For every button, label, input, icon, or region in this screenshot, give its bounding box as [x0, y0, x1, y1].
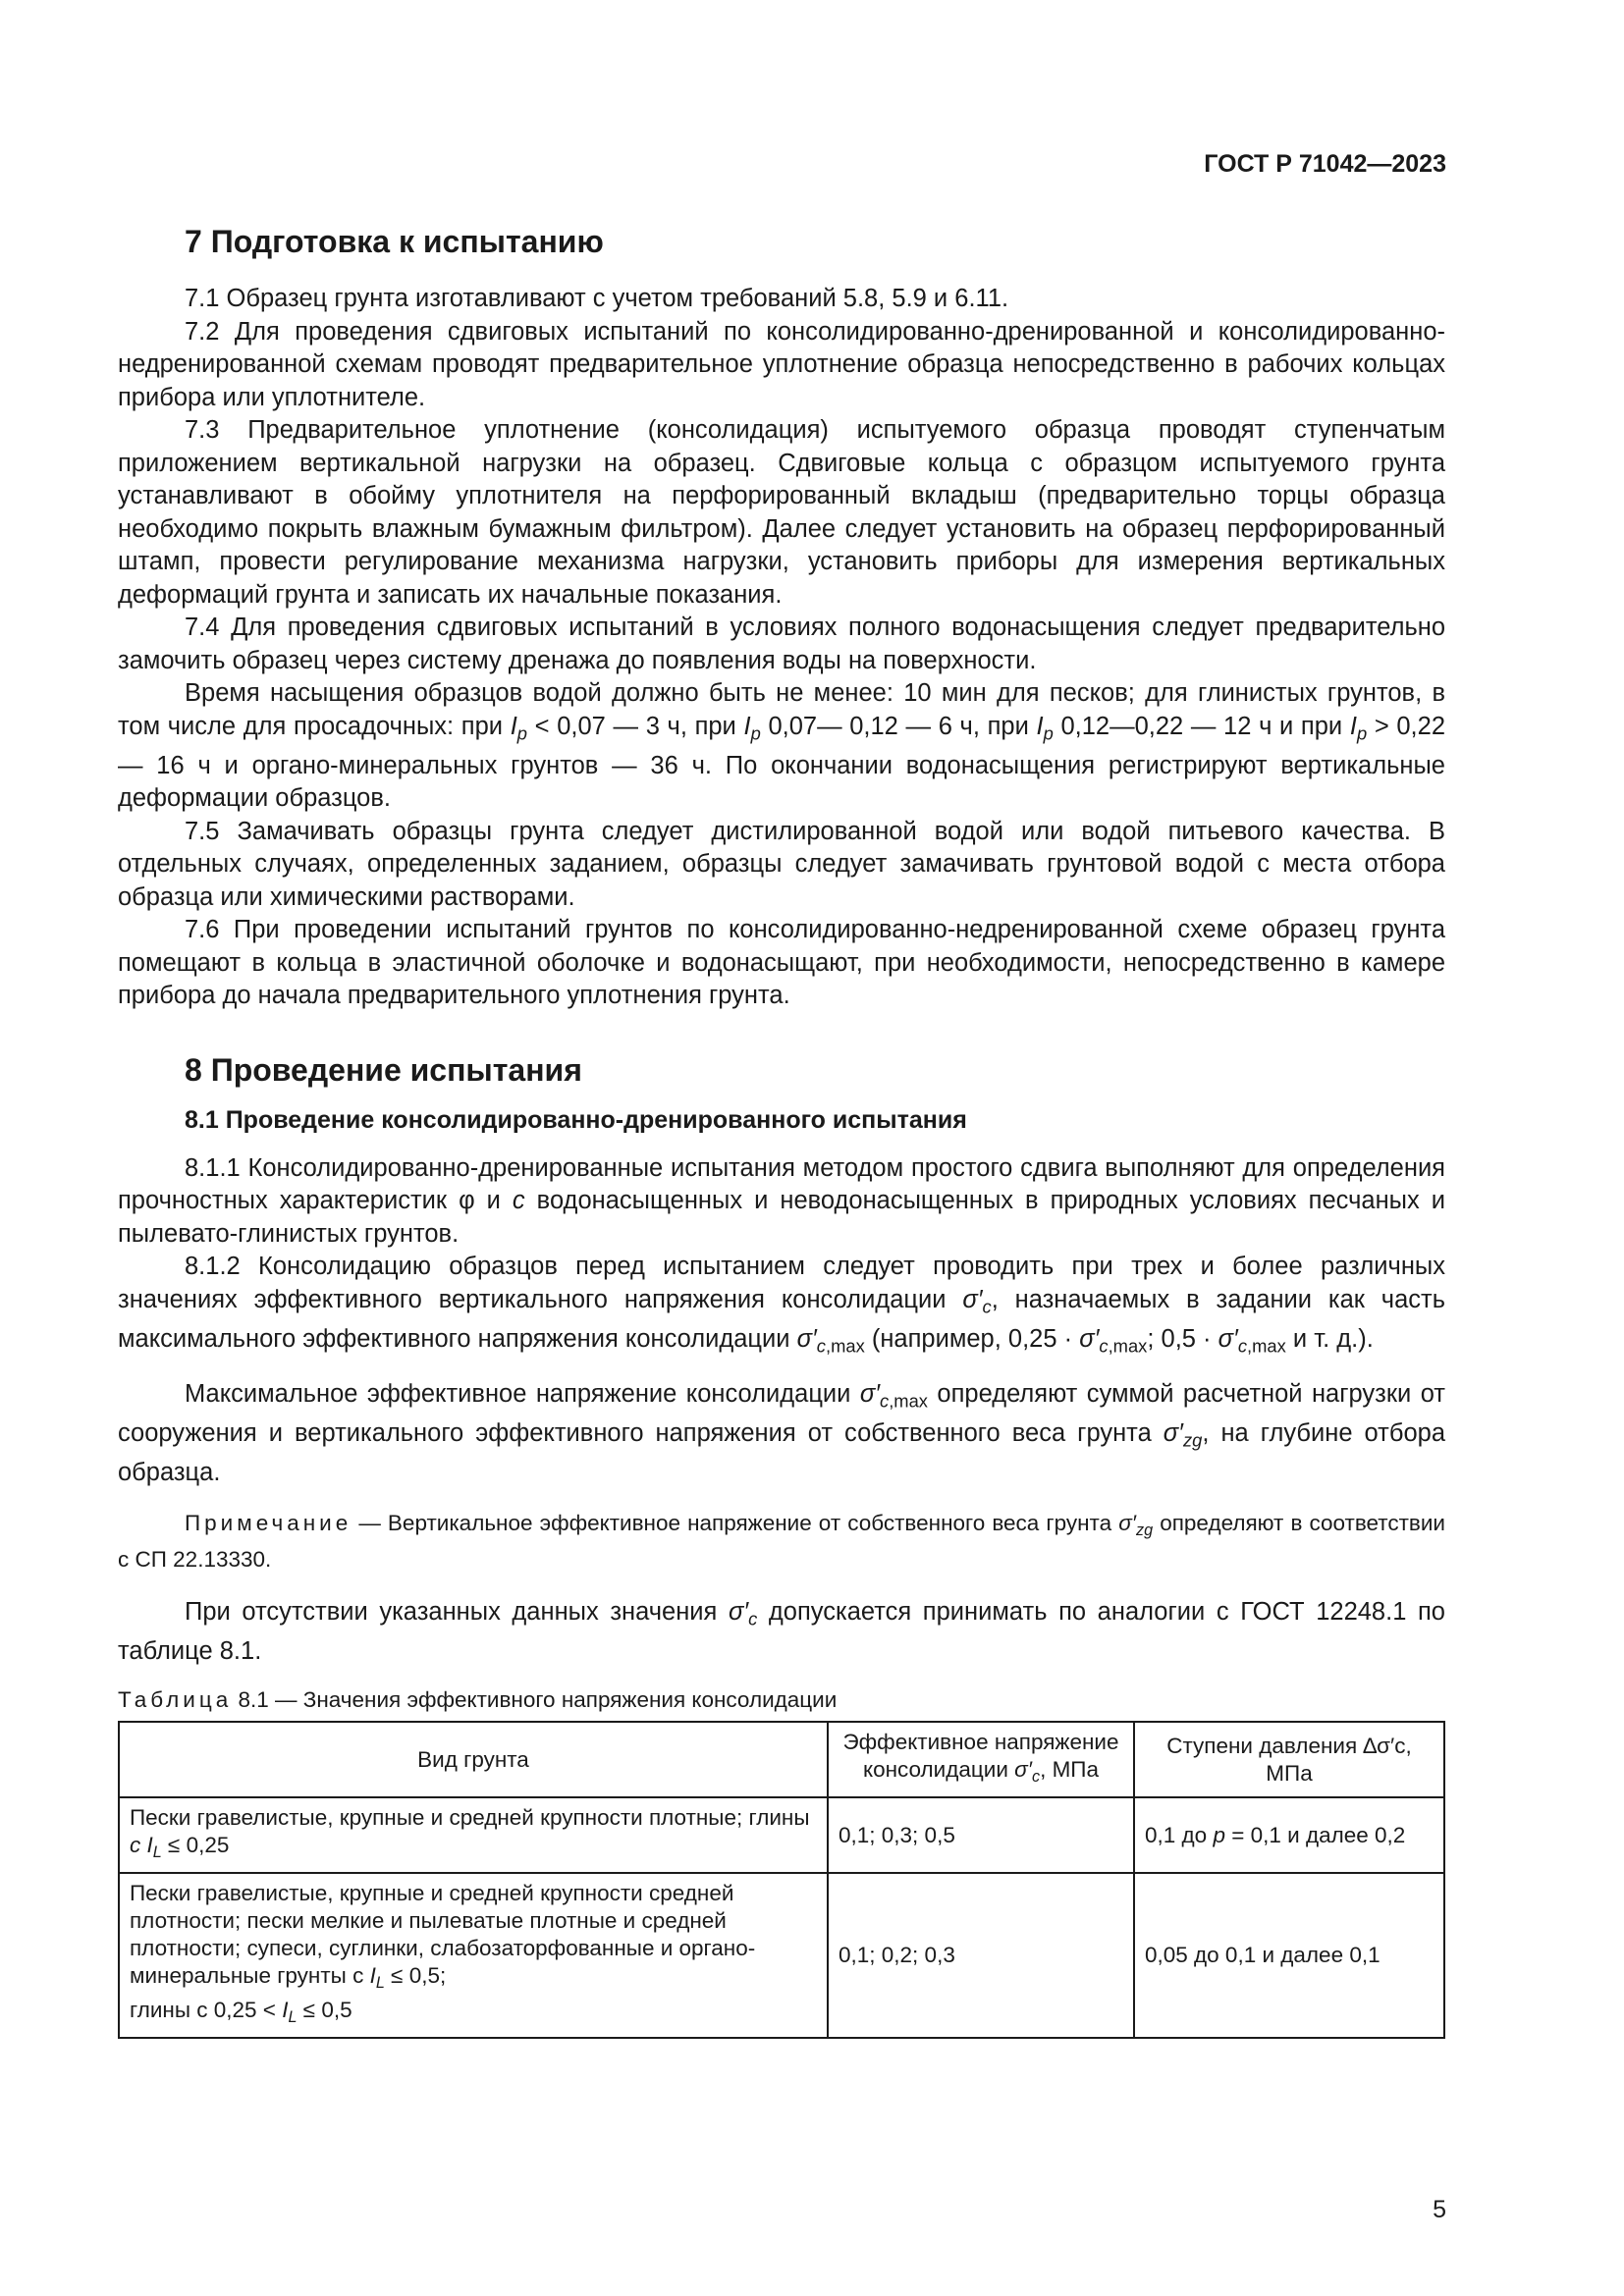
page-number: 5	[1433, 2196, 1446, 2223]
section-8-title: 8 Проведение испытания	[185, 1051, 582, 1088]
paragraph-7-4: 7.4 Для проведения сдвиговых испытаний в условиях полного водонасыщения следует предварительно замочить образец через систему дренажа до появления воды на поверхности.	[118, 614, 1445, 674]
table-caption: Таблица 8.1 — Значения эффективного напряжения консолидации	[118, 1687, 838, 1713]
header-soil-type: Вид грунта	[119, 1722, 828, 1797]
paragraph-8-1-1: 8.1.1 Консолидированно-дренированные испытания методом простого сдвига выполняют для определения прочностных характеристик φ и c водонасыщенных и неводонасыщенных в природных условиях песчаных и пылевато-глинистых грунтов.	[118, 1153, 1445, 1248]
header-effective-stress: Эффективное напряжение консолидации $\sigma'_c$, МПа	[828, 1722, 1134, 1797]
header-pressure-steps: Ступени давления ∆σ′c, МПа	[1134, 1722, 1444, 1797]
section-7-title: 7 Подготовка к испытанию	[185, 224, 604, 259]
paragraph-saturation-time: Время насыщения образцов водой должно быть не менее: 10 мин для песков; для глинистых грунтов, в том числе для просадочных: при $I_p < 0,07$ — 3 ч, при $I_p$ 0,07— 0,12 — 6 ч, при $I_p$ 0,12—0,22 — 12 ч и при $I_p > 0,22$ — 16 ч и органо-минеральных грунтов — 36 ч. По окончании водонасыщения регистрируют вертикальные деформации образцов.	[118, 679, 1446, 812]
table-row	[119, 1797, 1444, 1873]
table-row	[119, 1873, 1444, 2038]
paragraph-8-1-2: 8.1.2 Консолидацию образцов перед испытанием следует проводить при трех и более различных значениях эффективного вертикального напряжения консолидации $\sigma'_c$, назначаемых в задании как часть максимального эффективного напряжения консолидации $\sigma'_{c,max}$ (например, $0,25 \cdot \sigma'_{c,max}$; $0,5 \cdot \sigma'_{c,max}$ и т. д.).	[118, 1253, 1445, 1356]
paragraph-7-6: 7.6 При проведении испытаний грунтов по консолидированно-недренированной схеме образец грунта помещают в кольца в эластичной оболочке и водонасыщают, при необходимости, непосредственно в камере прибора до начала предварительного уплотнения грунта.	[118, 916, 1445, 1009]
cell-effective-stress: 0,1; 0,2; 0,3	[828, 1873, 1134, 2038]
subsection-8-1-title: 8.1 Проведение консолидированно-дренированного испытания	[185, 1105, 967, 1134]
note-label: Примечание	[185, 1511, 352, 1535]
note: Примечание — Вертикальное эффективное напряжение от собственного веса грунта $\sigma'_{zg}$ определяют в соответствии с СП 22.13330.	[118, 1511, 1445, 1572]
cell-effective-stress: 0,1; 0,3; 0,5	[828, 1797, 1134, 1873]
paragraph-7-3: 7.3 Предварительное уплотнение (консолидация) испытуемого образца проводят ступенчатым приложением вертикальной нагрузки на образец. Сдвиговые кольца с образцом испытуемого грунта устанавливают в обойму уплотнителя на перфорированный вкладыш (предварительно торцы образца необходимо покрыть влажным бумажным фильтром). Далее следует установить на образец перфорированный штамп, провести регулирование механизма нагрузки, установить приборы для измерения вертикальных деформаций грунта и записать их начальные показания.	[118, 416, 1445, 609]
cell-soil-type: Пески гравелистые, крупные и средней крупности плотные; глины с $I_L \le 0,25$	[119, 1797, 828, 1873]
paragraph-7-2: 7.2 Для проведения сдвиговых испытаний по консолидированно-дренированной и консолидированно-недренированной схемам проводят предварительное уплотнение образца непосредственно в рабочих кольцах прибора или уплотнителе.	[118, 317, 1445, 411]
cell-soil-type: Пески гравелистые, крупные и средней крупности средней плотности; пески мелкие и пылеватые плотные и средней плотности; супеси, суглинки, слабозаторфованные и органо-минеральные грунты с $I_L \le 0,5$; глины с $0,25 < I_L \le 0,5$	[119, 1873, 828, 2038]
page-content	[118, 222, 1445, 2039]
paragraph-7-1: 7.1 Образец грунта изготавливают с учетом требований 5.8, 5.9 и 6.11.	[185, 285, 1009, 312]
paragraph-max-stress: Максимальное эффективное напряжение консолидации $\sigma'_{c,max}$ определяют суммой расчетной нагрузки от сооружения и вертикального эффективного напряжения от собственного веса грунта $\sigma'_{zg}$, на глубине отбора образца.	[118, 1379, 1446, 1486]
cell-pressure-steps: 0,05 до 0,1 и далее 0,1	[1134, 1873, 1444, 2038]
paragraph-7-5: 7.5 Замачивать образцы грунта следует дистилированной водой или водой питьевого качества. В отдельных случаях, определенных заданием, образцы следует замачивать грунтовой водой с места отбора образца или химическими растворами.	[118, 817, 1445, 911]
consolidation-stress-table	[118, 1721, 1445, 2038]
table-header-row	[119, 1722, 1444, 1797]
document-id: ГОСТ Р 71042—2023	[1204, 150, 1446, 178]
paragraph-absent-data: При отсутствии указанных данных значения $\sigma'_c$ допускается принимать по аналогии с ГОСТ 12248.1 по таблице 8.1.	[118, 1597, 1445, 1665]
cell-pressure-steps: 0,1 до p = 0,1 и далее 0,2	[1134, 1797, 1444, 1873]
